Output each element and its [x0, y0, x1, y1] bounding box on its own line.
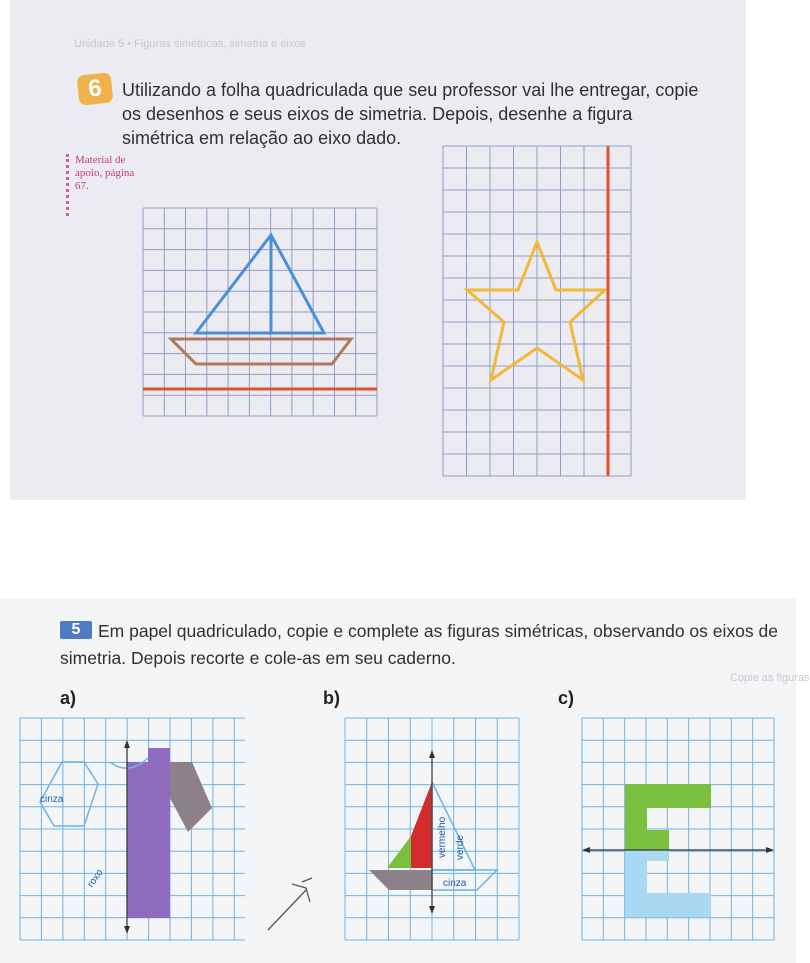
annotation-cinza: cinza — [443, 878, 467, 889]
bleed-through-text: Copie as figuras — [730, 672, 810, 684]
star-grid — [443, 146, 631, 476]
activity-number-badge: 5 — [60, 621, 92, 639]
bleed-through-text: Unidade 5 • Figuras simétricas, simetria e eixos — [74, 38, 306, 50]
figure-b-grid — [345, 718, 519, 940]
figure-c-grid — [582, 718, 774, 940]
hull-shape — [171, 339, 351, 364]
axis-arrow-top — [429, 750, 435, 758]
axis-arrow-bottom — [124, 926, 130, 934]
material-note: Material de apoio, página 67. — [66, 154, 145, 216]
green-shape-nub — [647, 830, 669, 850]
grid-lines — [443, 146, 631, 476]
scan-top-page — [10, 0, 746, 500]
annotation-roxo: roxo — [85, 867, 106, 890]
boat-grid — [143, 208, 377, 416]
light-blue-shape-nub — [647, 851, 669, 861]
light-blue-shape-stem — [625, 851, 647, 893]
axis-arrow-bottom — [429, 906, 435, 914]
axis-arrow-right — [766, 847, 774, 853]
gray-shape — [170, 762, 212, 832]
part-label-c: c) — [558, 688, 575, 708]
annotation-verde: verde — [455, 834, 466, 860]
green-shape — [625, 784, 711, 808]
part-label-a: a) — [60, 688, 77, 708]
grid-lines — [143, 208, 377, 416]
figure-a-grid — [20, 718, 245, 940]
activity-instruction: Em papel quadriculado, copie e complete as figuras simétricas, observando os eixos de simetria. Depois recorte e cole-as em seu caderno. — [60, 621, 778, 668]
red-shape — [411, 782, 432, 868]
green-shape — [387, 836, 411, 868]
part-label-b: b) — [323, 688, 340, 708]
activity-instruction: Utilizando a folha quadriculada que seu professor vai lhe entregar, copie os desenhos e seus eixos de simetria. Depois, desenhe a figura simétrica em relação ao eixo dado. — [122, 80, 699, 148]
doodle-arrow — [262, 870, 322, 940]
axis-arrow-left — [582, 847, 590, 853]
activity-number-badge: 6 — [77, 72, 114, 105]
green-shape-stem — [625, 808, 647, 850]
purple-shape — [127, 762, 170, 918]
light-blue-shape — [625, 893, 711, 917]
purple-shape-top — [148, 748, 170, 764]
annotation-vermelho: vermelho — [437, 816, 448, 858]
axis-arrow-top — [124, 740, 130, 748]
gray-hull-shape — [369, 870, 432, 890]
annotation-cinza: cinza — [40, 794, 64, 805]
